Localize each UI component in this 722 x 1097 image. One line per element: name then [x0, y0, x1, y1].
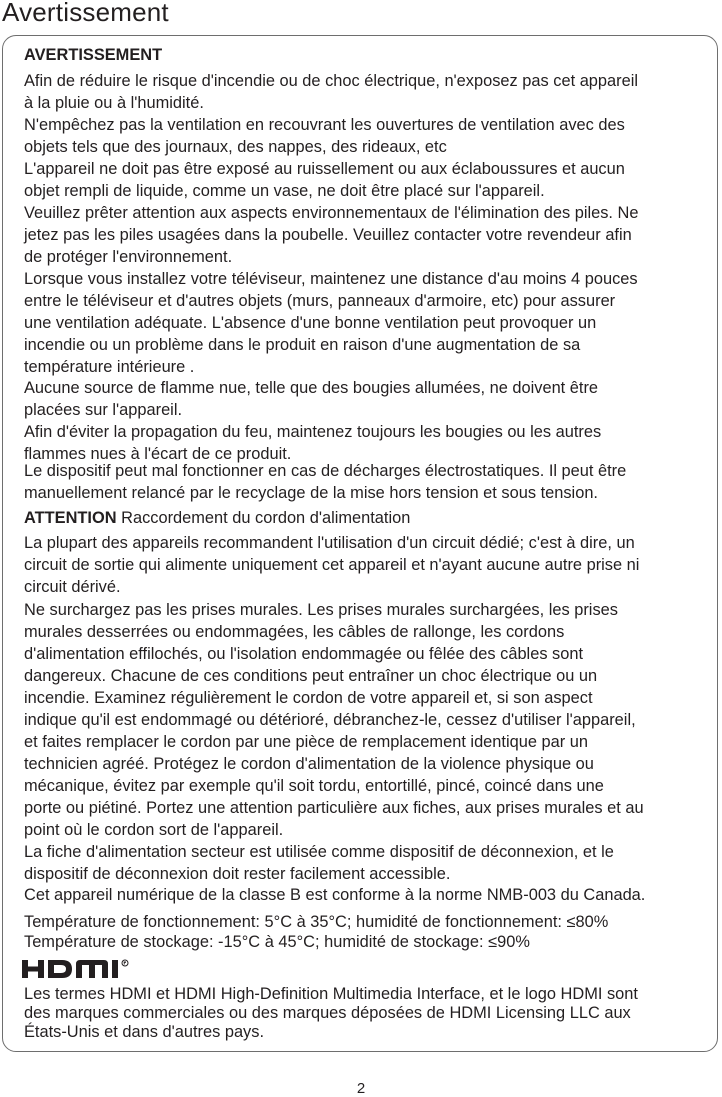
paragraph-candles: Afin d'éviter la propagation du feu, maintenez toujours les bougies ou les autres flammes nues à l'écart de ce produit. [24, 423, 602, 463]
page-title: Avertissement [2, 0, 169, 27]
paragraph-dedicated-circuit: La plupart des appareils recommandent l'utilisation d'un circuit dédié; c'est à dire, un circuit de sortie qui alimente uniquement cet appareil et n'ayant aucune autre prise ni circuit dérivé. [24, 534, 640, 596]
paragraph-batteries: Veuillez prêter attention aux aspects environnementaux de l'élimination des piles. Ne jetez pas les piles usagées dans la poubelle. Veuillez contacter votre revendeur afin de protéger l'environnement. [24, 204, 639, 266]
paragraph-liquids: L'appareil ne doit pas être exposé au ruissellement ou aux éclaboussures et aucun objet rempli de liquide, comme un vase, ne doit être placé sur l'appareil. [24, 160, 625, 200]
attention-heading [24, 507, 714, 529]
paragraph-hdmi-trademark: Les termes HDMI et HDMI High-Definition Multimedia Interface, et le logo HDMI sont des marques commerciales ou des marques déposées de HDMI Licensing LLC aux États-Unis et dans d'autres pays. [24, 985, 638, 1041]
paragraph-temperature: Température de fonctionnement: 5°C à 35°C; humidité de fonctionnement: ≤80% Température de stockage: -15°C à 45°C; humidité de stockage: ≤90% [24, 913, 609, 951]
paragraph-installation-distance: Lorsque vous installez votre téléviseur, maintenez une distance d'au moins 4 pouces entre le téléviseur et d'autres objets (murs, panneaux d'armoire, etc) pour assurer une ventilation adéquate. L'absence d'une bonne ventilation peut provoquer un incendie ou un problème dans le produit en raison d'une augmentation de sa température intérieure . [24, 270, 638, 376]
warning-heading: AVERTISSEMENT [24, 46, 163, 64]
paragraph-ventilation: N'empêchez pas la ventilation en recouvrant les ouvertures de ventilation avec des objets tels que des journaux, des nappes, des rideaux, etc [24, 116, 625, 156]
attention-text: Raccordement du cordon d'alimentation [116, 509, 411, 527]
paragraph-humidity: Afin de réduire le risque d'incendie ou de choc électrique, n'exposez pas cet appareil à la pluie ou à l'humidité. [24, 72, 639, 112]
paragraph-nmb003: Cet appareil numérique de la classe B est conforme à la norme NMB-003 du Canada. [24, 886, 646, 904]
attention-label: ATTENTION [24, 509, 117, 527]
paragraph-open-flame: Aucune source de flamme nue, telle que des bougies allumées, ne doivent être placées sur l'appareil. [24, 379, 599, 419]
hdmi-logo [22, 958, 140, 980]
page-number: 2 [356, 1080, 366, 1097]
paragraph-disconnect: La fiche d'alimentation secteur est utilisée comme dispositif de déconnexion, et le dispositif de déconnexion doit rester facilement accessible. [24, 843, 614, 883]
paragraph-overload: Ne surchargez pas les prises murales. Les prises murales surchargées, les prises murales desserrées ou endommagées, les câbles de rallonge, les cordons d'alimentation effilochés, ou l'isolation endommagée ou fêlée des câbles sont dangereux. Chacune de ces conditions peut entraîner un choc électrique ou un incendie. Examinez régulièrement le cordon de votre appareil et, si son aspect indique qu'il est endommagé ou détérioré, débranchez-le, cessez d'utiliser l'appareil, et faites remplacer le cordon par une pièce de remplacement identique par un technicien agréé. Protégez le cordon d'alimentation de la violence physique ou mécanique, évitez par exemple qu'il soit tordu, entortillé, pincé, coincé dans une porte ou piétiné. Portez une attention particulière aux fiches, aux prises murales et au point où le cordon sort de l'appareil. [24, 601, 644, 839]
paragraph-electrostatic: Le dispositif peut mal fonctionner en cas de décharges électrostatiques. Il peut être manuellement relancé par le recyclage de la mise hors tension et sous tension. [24, 462, 627, 502]
